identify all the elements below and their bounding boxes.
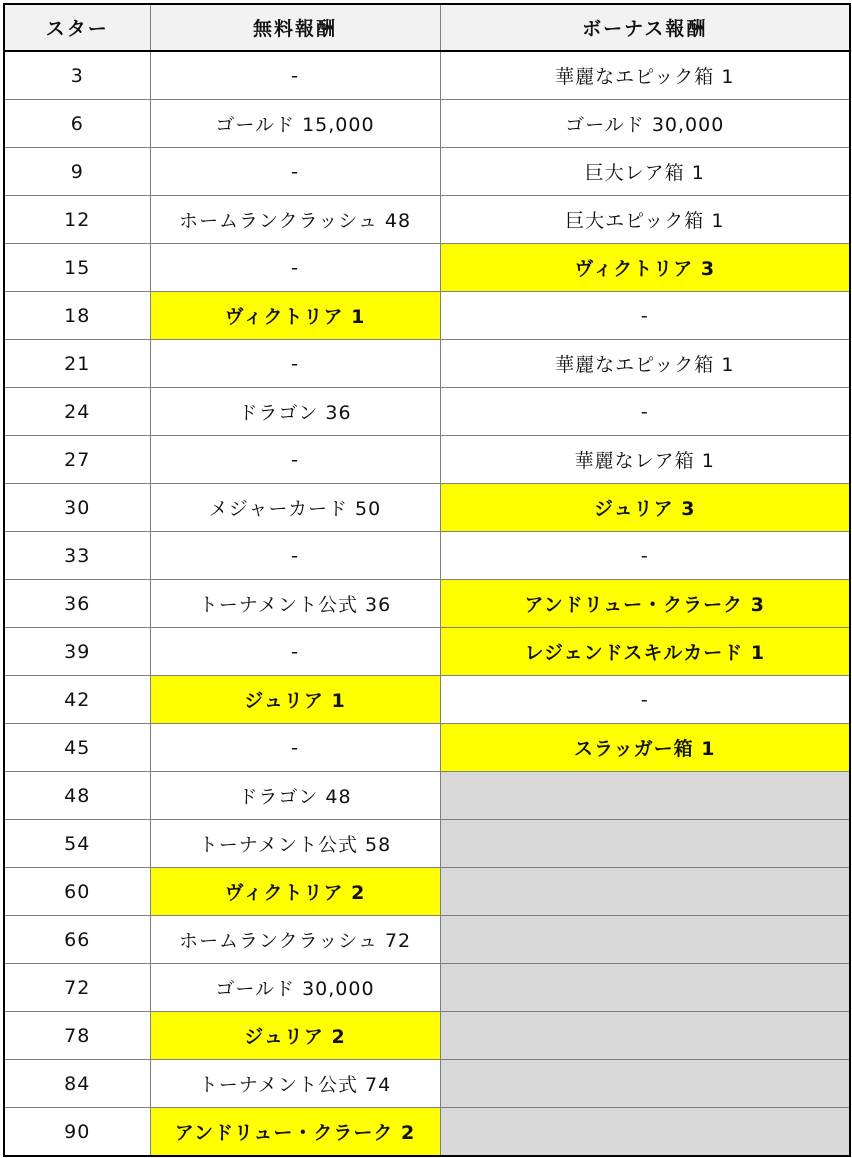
- header-bonus-reward: ボーナス報酬: [440, 4, 850, 51]
- table-row: [4, 820, 850, 868]
- bonus-reward-cell: ゴールド 30,000: [440, 100, 850, 148]
- free-reward-cell: -: [150, 148, 440, 196]
- table-row: [4, 1108, 850, 1157]
- free-reward-cell: ヴィクトリア 2: [150, 868, 440, 916]
- bonus-reward-cell: ジュリア 3: [440, 484, 850, 532]
- free-reward-cell: トーナメント公式 58: [150, 820, 440, 868]
- bonus-reward-cell: 巨大レア箱 1: [440, 148, 850, 196]
- star-cell: 72: [4, 964, 150, 1012]
- bonus-reward-empty-cell: [440, 964, 850, 1012]
- table-row: [4, 100, 850, 148]
- table-row: [4, 916, 850, 964]
- star-cell: 18: [4, 292, 150, 340]
- bonus-reward-empty-cell: [440, 1108, 850, 1157]
- table-row: [4, 964, 850, 1012]
- star-cell: 48: [4, 772, 150, 820]
- table-row: [4, 292, 850, 340]
- bonus-reward-cell: -: [440, 676, 850, 724]
- free-reward-cell: メジャーカード 50: [150, 484, 440, 532]
- bonus-reward-cell: 華麗なレア箱 1: [440, 436, 850, 484]
- star-cell: 27: [4, 436, 150, 484]
- table-row: [4, 148, 850, 196]
- table-row: [4, 244, 850, 292]
- free-reward-cell: -: [150, 628, 440, 676]
- free-reward-cell: ホームランクラッシュ 48: [150, 196, 440, 244]
- table-row: [4, 868, 850, 916]
- free-reward-cell: トーナメント公式 74: [150, 1060, 440, 1108]
- bonus-reward-empty-cell: [440, 820, 850, 868]
- star-cell: 66: [4, 916, 150, 964]
- bonus-reward-empty-cell: [440, 916, 850, 964]
- star-cell: 3: [4, 51, 150, 100]
- table-row: [4, 772, 850, 820]
- bonus-reward-cell: -: [440, 532, 850, 580]
- bonus-reward-empty-cell: [440, 1060, 850, 1108]
- star-cell: 33: [4, 532, 150, 580]
- bonus-reward-cell: 華麗なエピック箱 1: [440, 51, 850, 100]
- star-cell: 36: [4, 580, 150, 628]
- table-row: [4, 436, 850, 484]
- free-reward-cell: -: [150, 724, 440, 772]
- table-row: [4, 724, 850, 772]
- star-cell: 24: [4, 388, 150, 436]
- bonus-reward-empty-cell: [440, 772, 850, 820]
- table-row: [4, 628, 850, 676]
- star-cell: 21: [4, 340, 150, 388]
- free-reward-cell: アンドリュー・クラーク 2: [150, 1108, 440, 1157]
- free-reward-cell: ホームランクラッシュ 72: [150, 916, 440, 964]
- table-header: [4, 4, 850, 51]
- star-cell: 54: [4, 820, 150, 868]
- free-reward-cell: ゴールド 30,000: [150, 964, 440, 1012]
- table-row: [4, 580, 850, 628]
- table-row: [4, 532, 850, 580]
- table-row: [4, 388, 850, 436]
- header-star: スター: [4, 4, 150, 51]
- free-reward-cell: -: [150, 244, 440, 292]
- free-reward-cell: -: [150, 436, 440, 484]
- header-free-reward: 無料報酬: [150, 4, 440, 51]
- bonus-reward-empty-cell: [440, 868, 850, 916]
- bonus-reward-cell: 巨大エピック箱 1: [440, 196, 850, 244]
- star-rewards-table: [3, 3, 851, 1157]
- free-reward-cell: ジュリア 2: [150, 1012, 440, 1060]
- free-reward-cell: -: [150, 532, 440, 580]
- table-row: [4, 51, 850, 100]
- bonus-reward-cell: ヴィクトリア 3: [440, 244, 850, 292]
- table-row: [4, 484, 850, 532]
- star-cell: 9: [4, 148, 150, 196]
- star-cell: 90: [4, 1108, 150, 1157]
- bonus-reward-empty-cell: [440, 1012, 850, 1060]
- table-row: [4, 1060, 850, 1108]
- free-reward-cell: ゴールド 15,000: [150, 100, 440, 148]
- table-row: [4, 340, 850, 388]
- star-cell: 12: [4, 196, 150, 244]
- star-cell: 78: [4, 1012, 150, 1060]
- star-cell: 30: [4, 484, 150, 532]
- bonus-reward-cell: -: [440, 388, 850, 436]
- star-cell: 6: [4, 100, 150, 148]
- bonus-reward-cell: -: [440, 292, 850, 340]
- free-reward-cell: ジュリア 1: [150, 676, 440, 724]
- star-cell: 84: [4, 1060, 150, 1108]
- bonus-reward-cell: 華麗なエピック箱 1: [440, 340, 850, 388]
- free-reward-cell: -: [150, 340, 440, 388]
- table-row: [4, 196, 850, 244]
- bonus-reward-cell: アンドリュー・クラーク 3: [440, 580, 850, 628]
- star-cell: 45: [4, 724, 150, 772]
- free-reward-cell: トーナメント公式 36: [150, 580, 440, 628]
- free-reward-cell: ヴィクトリア 1: [150, 292, 440, 340]
- bonus-reward-cell: レジェンドスキルカード 1: [440, 628, 850, 676]
- free-reward-cell: ドラゴン 36: [150, 388, 440, 436]
- table-body: [4, 51, 850, 1156]
- bonus-reward-cell: スラッガー箱 1: [440, 724, 850, 772]
- free-reward-cell: -: [150, 51, 440, 100]
- table-row: [4, 1012, 850, 1060]
- table-row: [4, 676, 850, 724]
- star-cell: 60: [4, 868, 150, 916]
- star-cell: 39: [4, 628, 150, 676]
- header-row: [4, 4, 850, 51]
- star-cell: 42: [4, 676, 150, 724]
- star-cell: 15: [4, 244, 150, 292]
- free-reward-cell: ドラゴン 48: [150, 772, 440, 820]
